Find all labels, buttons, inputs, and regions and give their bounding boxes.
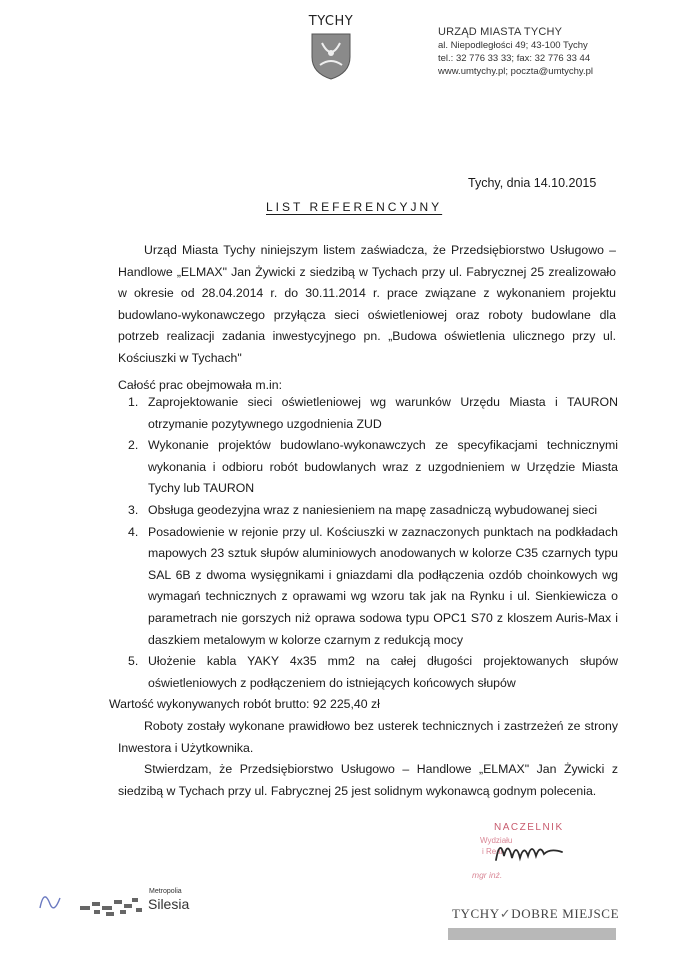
- tychy-crest-icon: [308, 31, 354, 81]
- scope-intro: Całość prac obejmowała m.in:: [118, 378, 283, 392]
- city-slogan: [452, 906, 619, 922]
- silesia-logo-icon: [36, 884, 146, 924]
- office-header: [438, 26, 673, 78]
- closing-text-2: Stwierdzam, że Przedsiębiorstwo Usługowo – Handlowe „ELMAX" Jan Żywicki z siedzibą w Tychach przy ul. Fabrycznej 25 jest solidnym wykonawcą godnym polecenia.: [118, 762, 618, 798]
- office-web: www.umtychy.pl; poczta@umtychy.pl: [438, 66, 594, 77]
- footer-grey-bar: [448, 928, 616, 940]
- intro-text: Urząd Miasta Tychy niniejszym listem zaświadcza, że Przedsiębiorstwo Usługowo – Handlowe „ELMAX" Jan Żywicki z siedzibą w Tychach przy ul. Fabrycznej 25 zrealizowało w okresie od 28.04.2014 r. do 30.11.2014 r. prace związane z wykonaniem projektu budowlano-wykonawczego przyłącza sieci oświetleniowej oraz roboty budowlane dla potrzeb realizacji zadania inwestycyjnego pn. „Budowa oświetlenia ulicznego przy ul. Kościuszki w Tychach": [118, 243, 616, 365]
- list-item: 3. Obsługa geodezyjna wraz z naniesieniem na mapę zasadniczą wybudowanej sieci: [128, 502, 598, 517]
- list-item: 4. Posadowienie w rejonie przy ul. Kościuszki w zaznaczonych punktach na podkładach mapowych 23 sztuk słupów aluminiowych anodowanych w kolorze C35 czarnych typu SAL 6B z dwoma wysięgnikami i gniazdami dla podłączenia ozdób choinkowych wg wymagań technicznych z oprawami wg wzoru tak jak na Rynku i ul. Sienkiewicza o parametrach nie gorszych niż oprawa sodowa typu OPC1 S70 z kloszem Auris-Max i daszkiem metalowym w kolorze czarnym z redukcją mocy: [128, 524, 618, 647]
- signature-icon: [490, 830, 570, 870]
- city-crest: [300, 14, 362, 81]
- office-address: al. Niepodległości 49; 43-100 Tychy: [438, 40, 588, 51]
- stamp-footer: mgr inż.: [472, 870, 503, 880]
- list-item: 1. Zaprojektowanie sieci oświetleniowej wg warunków Urzędu Miasta i TAURON otrzymanie pozytywnego uzgodnienia ZUD: [128, 395, 618, 431]
- list-item: 5. Ułożenie kabla YAKY 4x35 mm2 na całej długości projektowanych słupów oświetleniowych z podłączeniem do istniejących końcowych słupów: [128, 654, 618, 690]
- closing-text-1: Roboty zostały wykonane prawidłowo bez usterek technicznych i zastrzeżeń ze strony Inwestora i Użytkownika.: [118, 719, 618, 755]
- checkmark-icon: ✓: [499, 906, 512, 921]
- intro-paragraph: [118, 240, 616, 370]
- letter-date: Tychy, dnia 14.10.2015: [468, 176, 597, 190]
- office-phone: tel.: 32 776 33 33; fax: 32 776 33 44: [438, 53, 591, 64]
- stamp-line-2: i Real: [482, 847, 503, 856]
- closing-paragraphs: [118, 716, 618, 802]
- official-stamp: [470, 820, 620, 890]
- list-item: 2. Wykonanie projektów budowlano-wykonawczych ze specyfikacjami technicznymi wykonania i odbioru robót budowlanych wraz z uzgodnieniem w Urzędzie Miasta Tychy lub TAURON: [128, 438, 618, 496]
- metropolia-silesia-logo: [36, 884, 206, 924]
- stamp-line-1: Wydziału: [480, 836, 513, 845]
- slogan-right: DOBRE MIEJSCE: [511, 906, 620, 921]
- crest-city-name: TYCHY: [308, 14, 354, 29]
- silesia-label: Silesia: [148, 896, 190, 912]
- metropolia-label: Metropolia: [149, 888, 182, 895]
- letter-title: LIST REFERENCYJNY: [266, 200, 443, 214]
- stamp-heading: NACZELNIK: [494, 822, 564, 833]
- slogan-left: TYCHY: [452, 906, 500, 921]
- scope-list: [118, 392, 618, 694]
- work-value: Wartość wykonywanych robót brutto: 92 225,40 zł: [109, 697, 380, 711]
- office-name: URZĄD MIASTA TYCHY: [438, 26, 563, 38]
